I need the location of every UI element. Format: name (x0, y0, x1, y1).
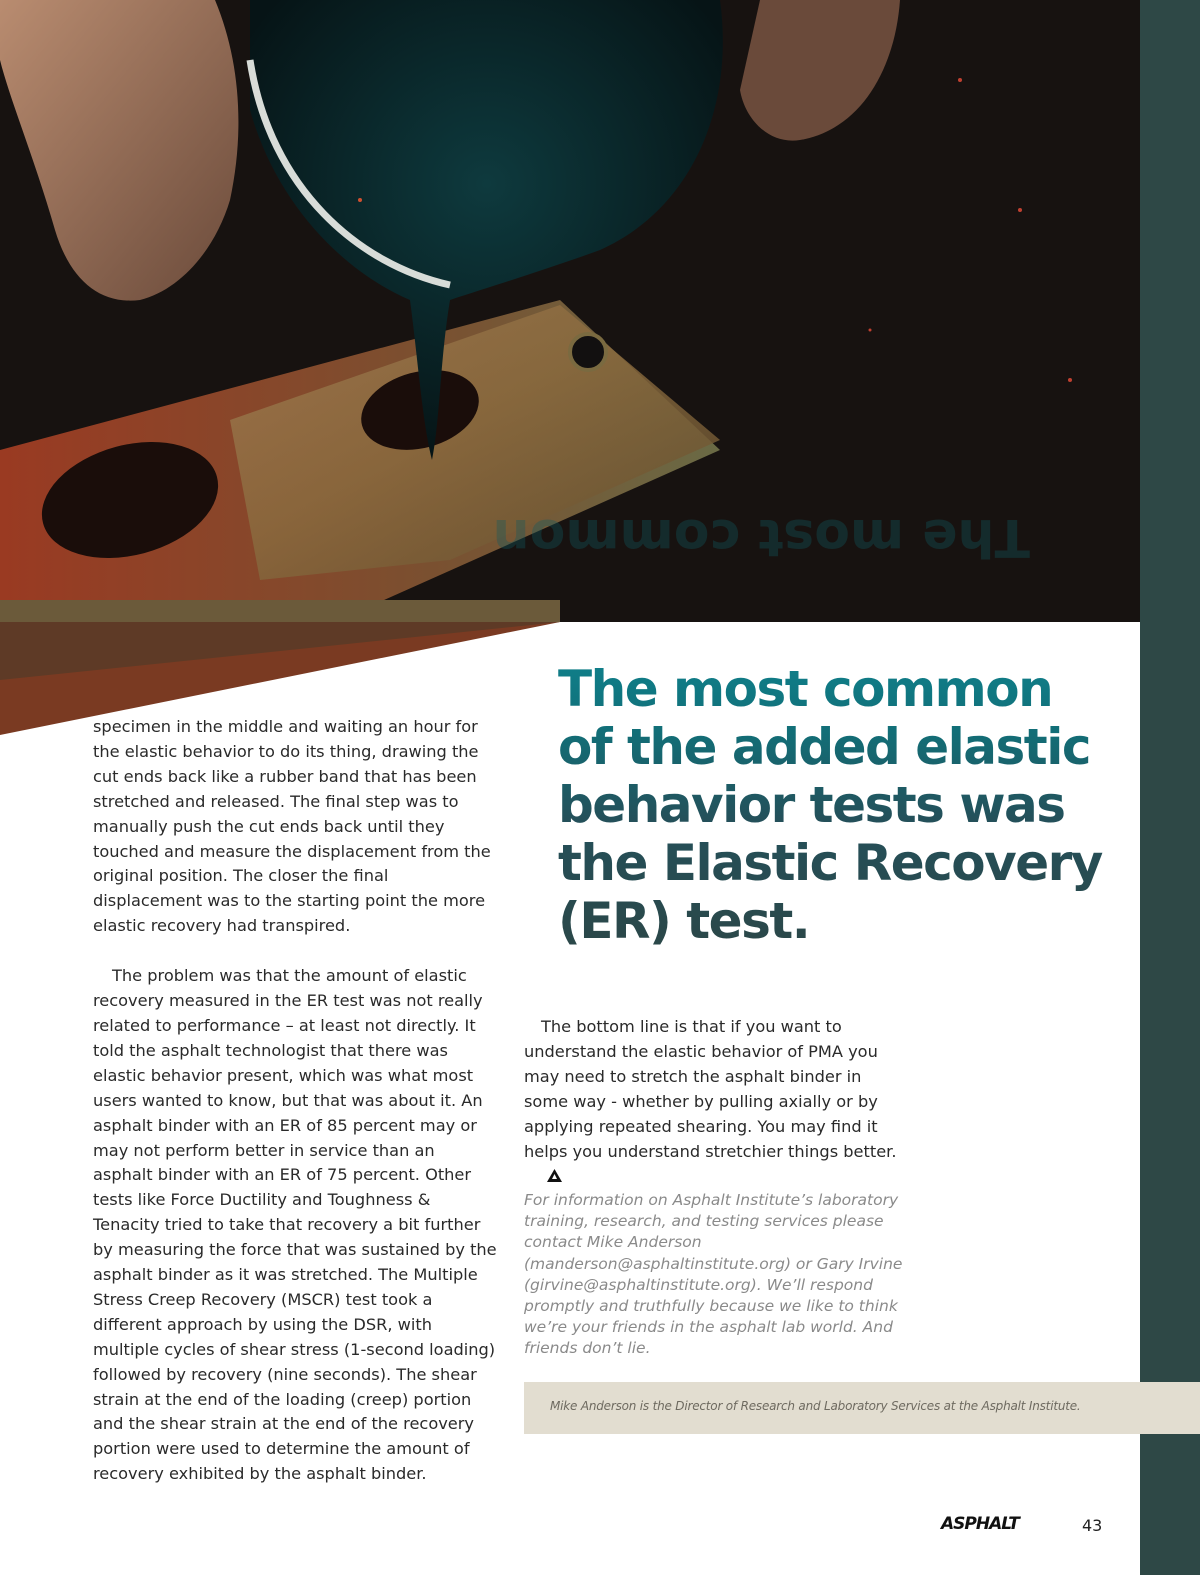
left-paragraph-1: specimen in the middle and waiting an hour for the elastic behavior to do its thing, drawing the cut ends back like a rubber band that has been stretched and released. The final step was to manually push the cut ends back until they touched and measure the displacement from the original position. The closer the final displacement was to the starting point the more elastic recovery had transpired. (93, 717, 491, 936)
asphalt-logo: ASPHALT (941, 1514, 1019, 1534)
pull-quote: The most common of the added elastic behavior tests was the Elastic Recovery (ER) test. (558, 660, 1118, 950)
right-paragraph-1: The bottom line is that if you want to understand the elastic behavior of PMA you may need to stretch the asphalt binder in some way - whether by pulling axially or by applying repeated shearing. You may find it helps you understand stretchier things better. (524, 1015, 904, 1190)
left-article-column (93, 715, 498, 1487)
author-bio-box (524, 1382, 1200, 1434)
page-number: 43 (1082, 1516, 1103, 1535)
left-paragraph-2: The problem was that the amount of elastic recovery measured in the ER test was not really related to performance – at least not directly. It told the asphalt technologist that there was elastic behavior present, which was what most users wanted to know, but that was about it. An asphalt binder with an ER of 85 percent may or may not perform better in service than an asphalt binder with an ER of 75 percent. Other tests like Force Ductility and Toughness & Tenacity tried to take that recovery a bit further by measuring the force that was sustained by the asphalt binder as it was stretched. The Multiple Stress Creep Recovery (MSCR) test took a different approach by using the DSR, with multiple cycles of shear stress (1-second loading) followed by recovery (nine seconds). The shear strain at the end of the loading (creep) portion and the shear strain at the end of the recovery portion were used to determine the amount of recovery exhibited by the asphalt binder. (93, 966, 497, 1484)
svg-text:The most common: The most common (492, 507, 1030, 567)
right-article-column (524, 1015, 904, 1190)
contact-info-note: For information on Asphalt Institute’s laboratory training, research, and testing services please contact Mike Anderson (manderson@asphaltinstitute.org) or Gary Irvine (girvine@asphaltinstitute.org). We’ll respond promptly and truthfully because we like to think we’re your friends in the asphalt lab world. And friends don’t lie. (524, 1191, 903, 1358)
hero-photo (0, 0, 1140, 622)
side-color-bar (1140, 0, 1200, 1575)
author-bio-text: Mike Anderson is the Director of Research and Laboratory Services at the Asphalt Institute. (550, 1399, 1081, 1413)
asphalt-a-logo-icon (530, 1165, 562, 1190)
